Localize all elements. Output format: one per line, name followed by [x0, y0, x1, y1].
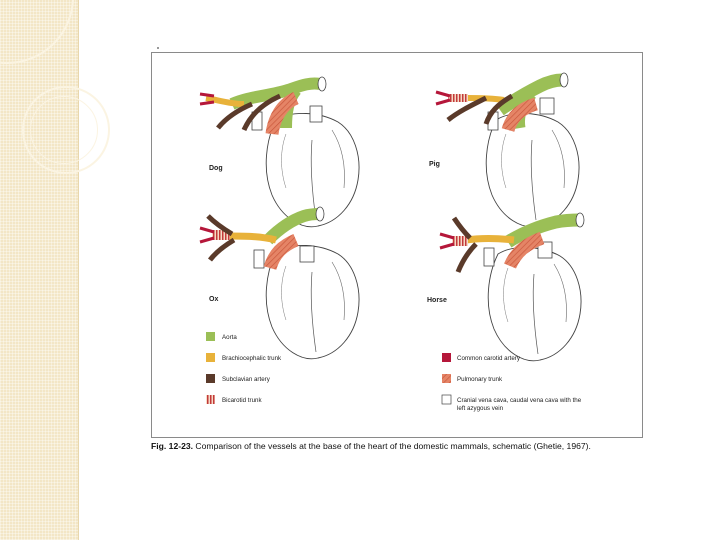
panel-label: Horse	[427, 297, 447, 304]
caval-vein	[310, 106, 322, 122]
legend-label: Cranial vena cava, caudal vena cava with the	[457, 397, 582, 404]
legend-label: Bicarotid trunk	[222, 397, 262, 404]
figure-number: Fig. 12-23.	[151, 441, 194, 451]
panel-horse	[427, 213, 584, 361]
subclavian-artery	[458, 244, 476, 272]
panel-dog	[200, 77, 359, 227]
legend-label: Brachiocephalic trunk	[222, 355, 282, 362]
caval-vein	[540, 98, 554, 114]
aorta-opening	[576, 213, 584, 227]
brachiocephalic-trunk	[228, 236, 276, 240]
panel-label: Dog	[209, 165, 223, 172]
heart-outline	[266, 245, 359, 358]
bicarotid-trunk	[448, 94, 468, 102]
legend-swatch-carotid	[442, 353, 451, 362]
common-carotid-artery	[436, 100, 450, 104]
legend-swatch-bicarotid	[206, 395, 215, 404]
common-carotid-artery	[440, 234, 454, 238]
common-carotid-artery	[436, 92, 450, 96]
aorta	[232, 83, 320, 104]
caption-text: Comparison of the vessels at the base of the heart of the domestic mammals, schematic (Ghetie, 1967).	[195, 441, 591, 451]
caval-vein	[484, 248, 494, 266]
heart-outline	[488, 247, 581, 360]
legend-label: left azygous vein	[457, 405, 504, 412]
caval-vein	[254, 250, 264, 268]
subclavian-artery	[454, 218, 470, 238]
legend-label: Common carotid artery	[457, 355, 520, 362]
caval-vein	[300, 246, 314, 262]
common-carotid-artery	[200, 102, 214, 104]
legend-label: Subclavian artery	[222, 376, 270, 383]
common-carotid-artery	[200, 228, 214, 232]
common-carotid-artery	[440, 244, 454, 248]
bicarotid-trunk	[452, 236, 468, 246]
legend-swatch-brachiocephalic	[206, 353, 215, 362]
common-carotid-artery	[200, 94, 214, 96]
legend-swatch-subclavian	[206, 374, 215, 383]
figure-caption	[151, 441, 651, 451]
aorta-opening	[560, 73, 568, 87]
legend-swatch-aorta	[206, 332, 215, 341]
panel-label: Pig	[429, 161, 440, 168]
legend-label: Aorta	[222, 334, 237, 341]
legend-label: Pulmonary trunk	[457, 376, 503, 383]
legend-swatch-caval	[442, 395, 451, 404]
common-carotid-artery	[200, 238, 214, 242]
panel-pig	[429, 73, 579, 227]
aorta-opening	[318, 77, 326, 91]
heart-outline	[486, 113, 579, 226]
brachiocephalic-trunk	[466, 239, 514, 241]
aorta-opening	[316, 207, 324, 221]
legend-swatch-pulmonary	[442, 374, 451, 383]
panel-label: Ox	[209, 296, 219, 303]
subclavian-artery	[210, 240, 234, 260]
